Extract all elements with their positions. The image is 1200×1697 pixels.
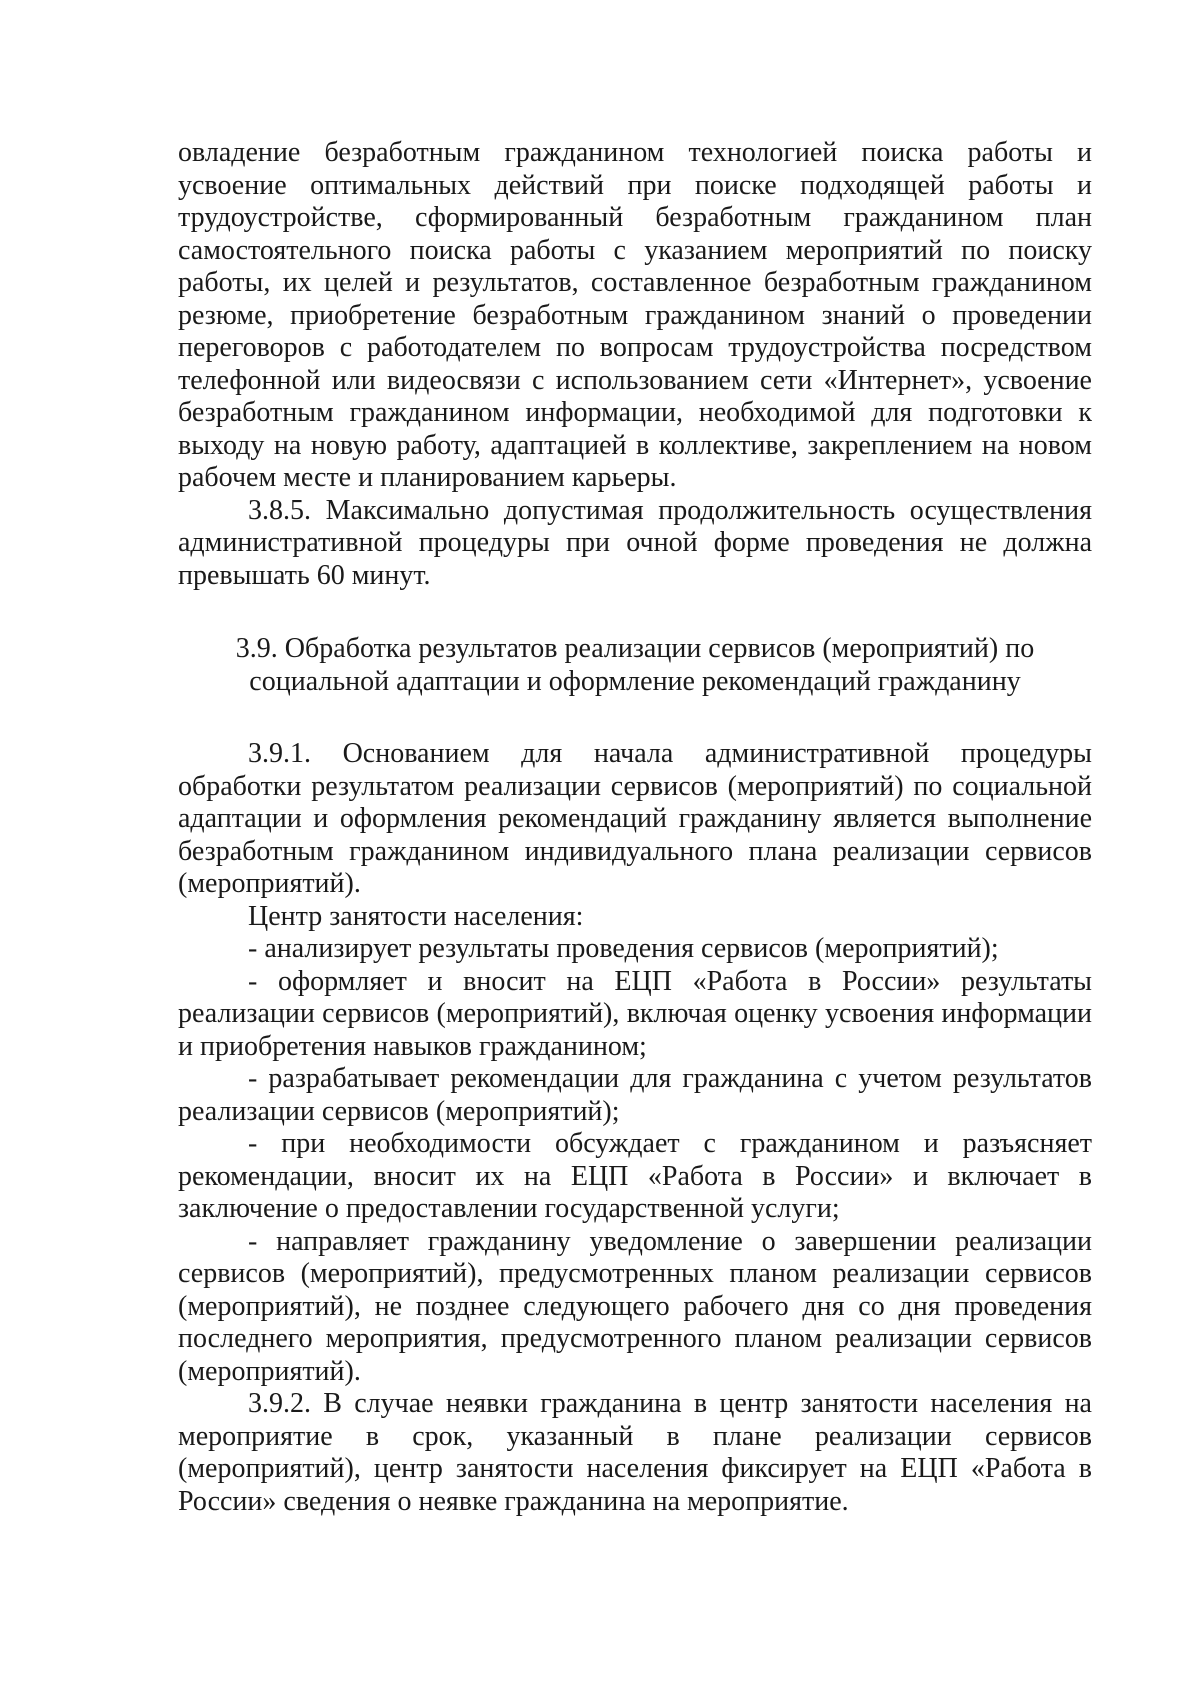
paragraph-center-intro: Центр занятости населения: [248, 900, 584, 932]
section-heading-3-9: 3.9. Обработка результатов реализации сервисов (мероприятий) по социальной адаптации и оформление рекомендаций гражданину [235, 633, 1035, 697]
spacer [178, 698, 1092, 738]
list-item: - анализирует результаты проведения сервисов (мероприятий); [248, 933, 999, 964]
list-item: - оформляет и вносит на ЕЦП «Работа в России» результаты реализации сервисов (мероприятий), включая оценку усвоения информации и приобретения навыков гражданином; [178, 965, 1092, 1062]
paragraph-intro: овладение безработным гражданином технологией поиска работы и усвоение оптимальных действий при поиске подходящей работы и трудоустройстве, сформированный безработным гражданином план самостоятельного поиска работы с указанием мероприятий по поиску работы, их целей и результатов, составленное безработным гражданином резюме, приобретение безработным гражданином знаний о проведении переговоров с работодателем по вопросам трудоустройства посредством телефонной или видеосвязи с использованием сети «Интернет», усвоение безработным гражданином информации, необходимой для подготовки к выходу на новую работу, адаптацией в коллективе, закреплением на новом рабочем месте и планированием карьеры. [178, 137, 1092, 493]
list-item: - направляет гражданину уведомление о завершении реализации сервисов (мероприятий), предусмотренных планом реализации сервисов (мероприятий), не позднее следующего рабочего дня со дня проведения последнего мероприятия, предусмотренного планом реализации сервисов (мероприятий). [178, 1225, 1092, 1387]
paragraph-3-9-1: 3.9.1. Основанием для начала административной процедуры обработки результатом реализации сервисов (мероприятий) по социальной адаптации и оформления рекомендаций гражданину является выполнение безработным гражданином индивидуального плана реализации сервисов (мероприятий). [178, 738, 1092, 899]
list-item: - разрабатывает рекомендации для гражданина с учетом результатов реализации сервисов (мероприятий); [178, 1063, 1092, 1127]
list-item: - при необходимости обсуждает с гражданином и разъясняет рекомендации, вносит их на ЕЦП «Работа в России» и включает в заключение о предоставлении государственной услуги; [178, 1128, 1092, 1224]
paragraph-3-9-2: 3.9.2. В случае неявки гражданина в центр занятости населения на мероприятие в срок, указанный в плане реализации сервисов (мероприятий), центр занятости населения фиксирует на ЕЦП «Работа в России» сведения о неявке гражданина на мероприятие. [178, 1388, 1092, 1517]
paragraph-3-8-5: 3.8.5. Максимально допустимая продолжительность осуществления административной процедуры при очной форме проведения не должна превышать 60 минут. [178, 494, 1092, 591]
document-body [178, 137, 1092, 1518]
spacer [178, 592, 1092, 633]
